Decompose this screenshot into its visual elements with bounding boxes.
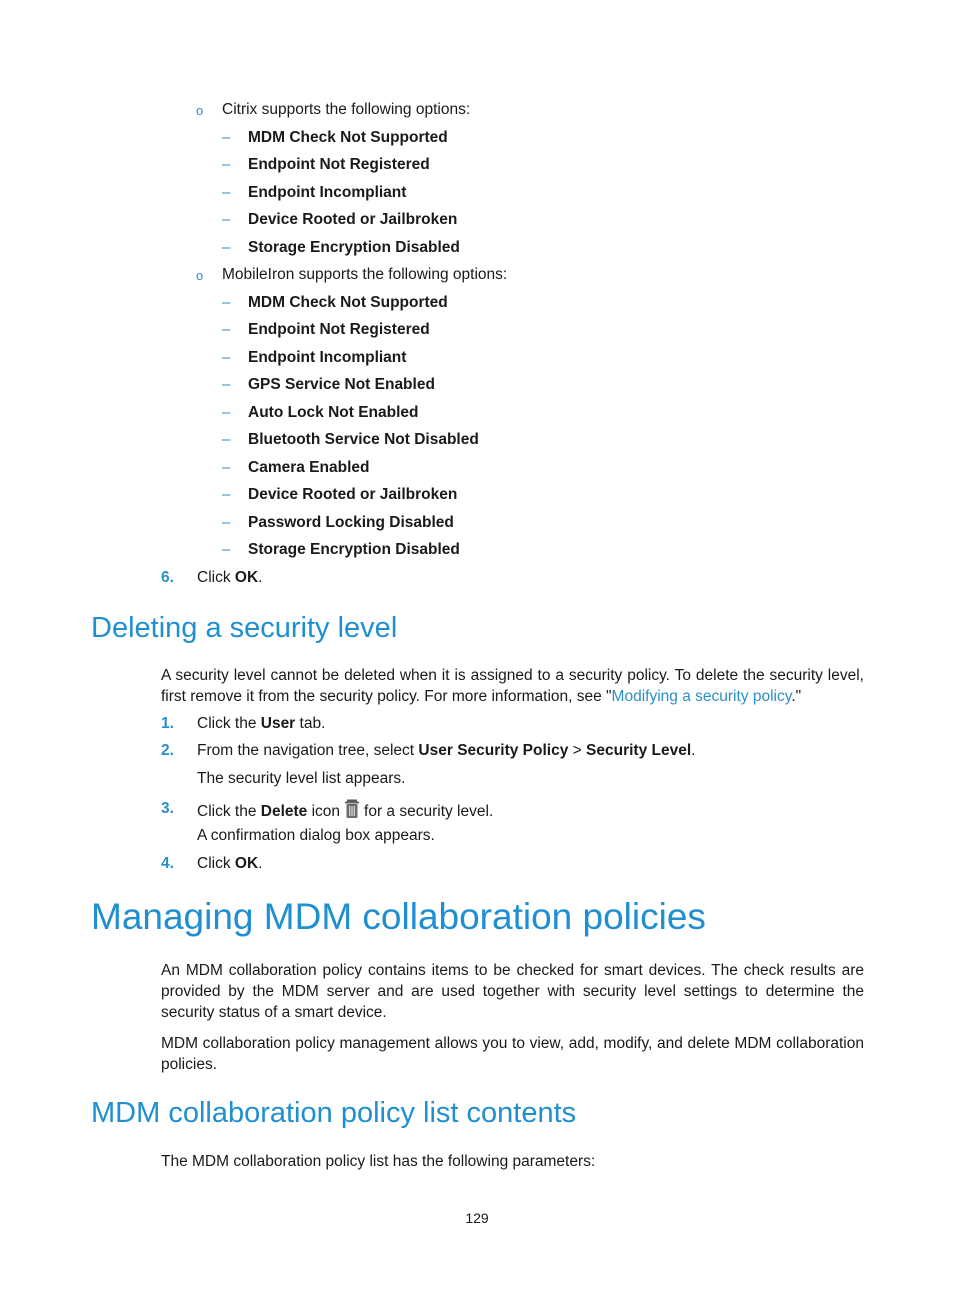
step-text: Click the [197, 803, 261, 820]
step-text: From the navigation tree, select [197, 742, 419, 759]
delete-label: Delete [260, 803, 308, 820]
ok-label: OK [234, 855, 259, 872]
chapter-heading-managing: Managing MDM collaboration policies [91, 896, 706, 937]
security-level-label: Security Level [586, 742, 692, 759]
step-text: for a security level. [364, 803, 494, 820]
step-number: 4. [161, 855, 174, 872]
circle-bullet-icon: o [196, 268, 204, 283]
managing-paragraph-2: MDM collaboration policy management allows you to view, add, modify, and delete MDM collaboration policies. [161, 1035, 864, 1073]
step-2 [197, 741, 695, 761]
step-text: Click [197, 569, 235, 586]
list-item: Auto Lock Not Enabled [248, 404, 419, 421]
step-2-note: The security level list appears. [197, 770, 406, 787]
dash-bullet-icon: – [222, 404, 231, 421]
list-item: Storage Encryption Disabled [248, 541, 460, 558]
dash-bullet-icon: – [222, 156, 231, 173]
dash-bullet-icon: – [222, 294, 231, 311]
list-contents-paragraph: The MDM collaboration policy list has the following parameters: [161, 1153, 596, 1170]
step-number: 1. [161, 715, 174, 732]
step-4 [197, 854, 262, 874]
step-1 [197, 714, 325, 734]
dash-bullet-icon: – [222, 184, 231, 201]
section-heading-list-contents: MDM collaboration policy list contents [91, 1097, 577, 1129]
dash-bullet-icon: – [222, 541, 231, 558]
list-item: MDM Check Not Supported [248, 129, 448, 146]
trash-icon [344, 799, 360, 825]
dash-bullet-icon: – [222, 129, 231, 146]
dash-bullet-icon: – [222, 376, 231, 393]
step-text: tab. [295, 715, 326, 732]
deleting-paragraph [161, 665, 864, 707]
list-item: Device Rooted or Jailbroken [248, 211, 458, 228]
section-heading-deleting: Deleting a security level [91, 612, 398, 644]
step-number: 2. [161, 742, 174, 759]
paragraph-text: A security level cannot be deleted when it is assigned to a security policy. To delete the security level, first remove it from the security policy. For more information, see " [161, 667, 864, 705]
list-item: MDM Check Not Supported [248, 294, 448, 311]
mobileiron-intro: MobileIron supports the following options: [222, 266, 508, 283]
step-text: Click the [197, 715, 261, 732]
list-item: GPS Service Not Enabled [248, 376, 435, 393]
step-text: . [691, 742, 696, 759]
paragraph-text: ." [791, 688, 802, 705]
user-tab-label: User [260, 715, 296, 732]
step-text: > [568, 742, 587, 759]
step-number: 6. [161, 569, 174, 586]
page-number: 129 [465, 1210, 489, 1226]
step-text: . [258, 855, 263, 872]
dash-bullet-icon: – [222, 239, 231, 256]
list-item: Endpoint Not Registered [248, 321, 430, 338]
managing-paragraph-1: An MDM collaboration policy contains items to be checked for smart devices. The check results are provided by the MDM server and are used together with security level settings to determine the security status of a smart device. [161, 962, 864, 1021]
ok-label: OK [234, 569, 259, 586]
dash-bullet-icon: – [222, 211, 231, 228]
list-item: Endpoint Incompliant [248, 184, 407, 201]
list-item: Device Rooted or Jailbroken [248, 486, 458, 503]
circle-bullet-icon: o [196, 103, 204, 118]
step-3 [197, 799, 493, 825]
step-number: 3. [161, 800, 174, 817]
list-item: Bluetooth Service Not Disabled [248, 431, 479, 448]
list-item: Endpoint Not Registered [248, 156, 430, 173]
dash-bullet-icon: – [222, 486, 231, 503]
modifying-security-policy-link[interactable]: Modifying a security policy [611, 688, 792, 705]
citrix-intro: Citrix supports the following options: [222, 101, 471, 118]
step-text: Click [197, 855, 235, 872]
step-6 [197, 568, 262, 588]
list-item: Password Locking Disabled [248, 514, 454, 531]
dash-bullet-icon: – [222, 459, 231, 476]
dash-bullet-icon: – [222, 514, 231, 531]
step-end: . [258, 569, 263, 586]
list-item: Storage Encryption Disabled [248, 239, 460, 256]
user-security-policy-label: User Security Policy [418, 742, 569, 759]
list-item: Camera Enabled [248, 459, 370, 476]
dash-bullet-icon: – [222, 349, 231, 366]
step-3-note: A confirmation dialog box appears. [197, 827, 435, 844]
list-item: Endpoint Incompliant [248, 349, 407, 366]
step-text: icon [307, 803, 341, 820]
dash-bullet-icon: – [222, 431, 231, 448]
dash-bullet-icon: – [222, 321, 231, 338]
